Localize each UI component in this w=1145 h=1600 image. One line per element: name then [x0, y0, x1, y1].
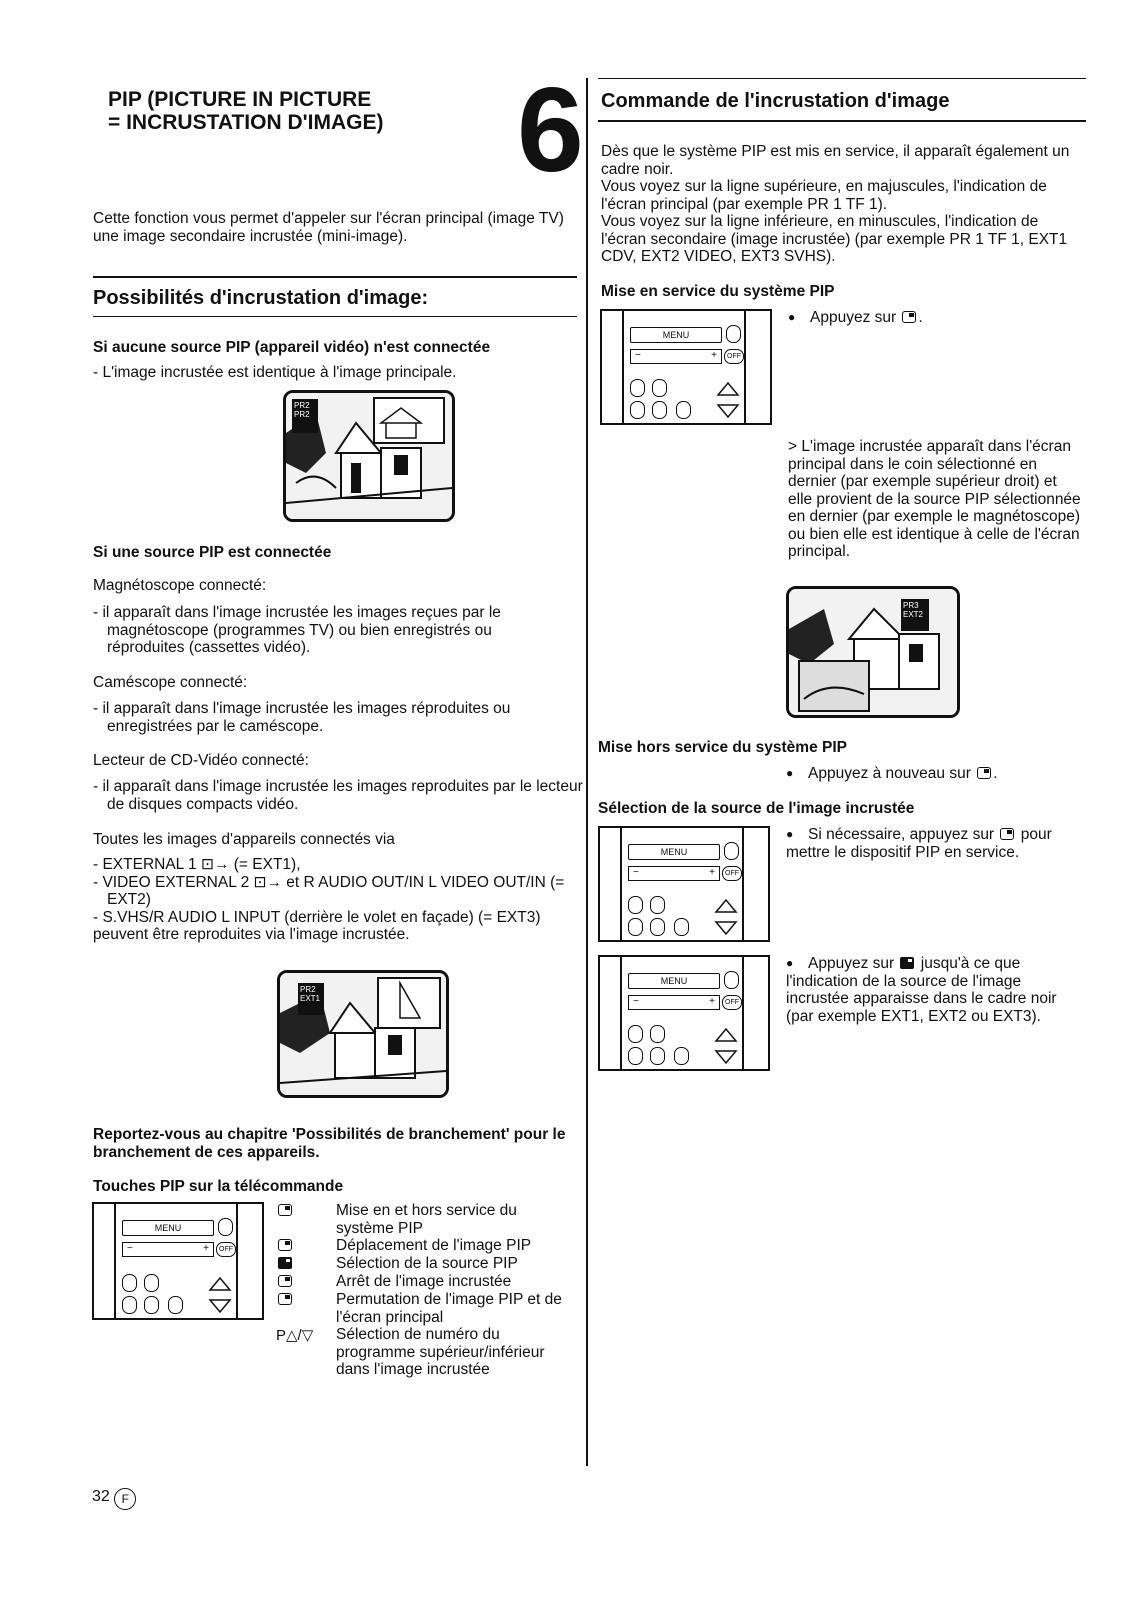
volume-bar: − +	[628, 995, 720, 1010]
round-button	[650, 918, 665, 936]
cdv-label: Lecteur de CD-Vidéo connecté:	[93, 752, 309, 769]
key-row: Arrêt de l'image incrustée	[276, 1273, 576, 1291]
connections-list	[93, 856, 573, 944]
page-title	[108, 88, 383, 134]
round-button	[630, 379, 645, 397]
program-up-down-icon	[208, 1274, 232, 1316]
pip-label: PR2 EXT1	[298, 983, 324, 1015]
left-section-title: Possibilités d'incrustation d'image:	[93, 287, 429, 309]
round-button	[630, 401, 645, 419]
pip-source-icon	[278, 1257, 292, 1269]
round-button	[628, 896, 643, 914]
on-result: > L'image incrustée apparaît dans l'écran principal dans le coin sélectionné en dernier (par exemple supérieur droit) et elle provient de la source PIP sélectionnée en dernier (par exemple le magnétoscope) ou bien elle est identique à celle de l'écran principal.	[788, 438, 1081, 560]
pip-move-button	[122, 1274, 137, 1292]
no-source-text: - L'image incrustée est identique à l'image principale.	[93, 364, 457, 381]
all-end: peuvent être reproduites via l'image incrustée.	[93, 926, 410, 943]
section-rule-bottom	[93, 316, 577, 317]
chapter-number: 6	[517, 63, 584, 197]
title-line-2: = INCRUSTATION D'IMAGE)	[108, 111, 384, 134]
tv-screen-illustration	[283, 390, 455, 522]
pip-icon	[278, 1204, 292, 1216]
round-button	[652, 379, 667, 397]
vcr-label: Magnétoscope connecté:	[93, 577, 267, 594]
key-row: Mise en et hors service du système PIP	[276, 1202, 576, 1237]
page-footer	[92, 1488, 136, 1510]
source-heading: Si une source PIP est connectée	[93, 544, 332, 561]
pip-stop-button	[144, 1296, 159, 1314]
round-button	[652, 401, 667, 419]
menu-button: MENU	[630, 327, 722, 343]
sel-heading: Sélection de la source de l'image incrustée	[598, 800, 915, 817]
menu-button: MENU	[628, 844, 720, 860]
pip-source-icon	[900, 957, 914, 969]
right-section-title: Commande de l'incrustation d'image	[601, 90, 950, 112]
house-scene	[789, 589, 957, 715]
off-bullet: ● Appuyez à nouveau sur .	[786, 765, 998, 783]
key-row: Sélection de la source PIP	[276, 1255, 576, 1273]
right-rule-bottom	[598, 120, 1086, 122]
round-button	[650, 896, 665, 914]
tv-screen-illustration	[277, 970, 449, 1098]
list-item: - S.VHS/R AUDIO L INPUT (derrière le volet en façade) (= EXT3)	[93, 908, 541, 926]
off-button: OFF	[216, 1242, 236, 1257]
pip-source-button	[122, 1296, 137, 1314]
tv-screen-illustration	[786, 586, 960, 718]
volume-bar: − +	[628, 866, 720, 881]
remote-control	[598, 955, 770, 1071]
round-button	[628, 918, 643, 936]
language-badge: F	[114, 1488, 136, 1510]
pip-icon	[977, 767, 991, 779]
cam-text: - il apparaît dans l'image incrustée les images réproduites ou enregistrées par le caméscope.	[93, 700, 511, 735]
pip-button	[726, 325, 741, 343]
off-heading: Mise hors service du système PIP	[598, 739, 847, 756]
volume-bar: − +	[122, 1242, 214, 1257]
round-button	[650, 1047, 665, 1065]
pip-swap-icon	[278, 1293, 292, 1305]
sel-bullet-2: ● Appuyez sur jusqu'à ce que l'indication de la source de l'image incrustée apparaisse dans le cadre noir (par exemple EXT1, EXT2 ou EXT3).	[786, 955, 1084, 1025]
round-button	[628, 1047, 643, 1065]
menu-button: MENU	[122, 1220, 214, 1236]
remote-control	[92, 1202, 264, 1320]
off-button: OFF	[722, 995, 742, 1010]
column-divider	[586, 78, 588, 1466]
pip-button	[218, 1218, 233, 1236]
pip-icon	[902, 311, 916, 323]
cam-label: Caméscope connecté:	[93, 674, 248, 691]
refer-text: Reportez-vous au chapitre 'Possibilités de branchement' pour le branchement de ces appareils.	[93, 1126, 566, 1161]
program-up-down-icon	[716, 379, 740, 421]
page-number: 32	[92, 1488, 110, 1505]
title-line-1: PIP (PICTURE IN PICTURE	[108, 88, 372, 111]
list-item: - VIDEO EXTERNAL 2 ⊡→ et R AUDIO OUT/IN L VIDEO OUT/IN (= EXT2)	[93, 873, 565, 908]
pip-button	[724, 842, 739, 860]
remote-control	[600, 309, 772, 425]
program-up-down-icon	[714, 896, 738, 938]
key-row: P△/▽ Sélection de numéro du programme supérieur/inférieur dans l'image incrustée	[276, 1326, 545, 1378]
menu-button: MENU	[628, 973, 720, 989]
key-row: Permutation de l'image PIP et de l'écran principal	[276, 1291, 576, 1326]
pip-icon	[1000, 828, 1014, 840]
round-button	[674, 1047, 689, 1065]
off-button: OFF	[722, 866, 742, 881]
on-bullet: ● Appuyez sur .	[788, 309, 923, 327]
round-button	[650, 1025, 665, 1043]
keys-heading: Touches PIP sur la télécommande	[93, 1178, 344, 1195]
key-row: Déplacement de l'image PIP	[276, 1237, 576, 1255]
pip-stop-icon	[278, 1275, 292, 1287]
section-rule-top	[93, 276, 577, 278]
round-button	[676, 401, 691, 419]
cdv-text: - il apparaît dans l'image incrustée les images reproduites par le lecteur de disques compacts vidéo.	[93, 778, 583, 813]
off-button: OFF	[724, 349, 744, 364]
pip-label: PR3 EXT2	[901, 599, 929, 631]
on-heading: Mise en service du système PIP	[601, 283, 835, 300]
intro-text: Cette fonction vous permet d'appeler sur l'écran principal (image TV) une image secondaire incrustée (mini-image).	[93, 210, 564, 245]
vcr-text: - il apparaît dans l'image incrustée les images reçues par le magnétoscope (programmes TV) ou bien enregistrés ou réproduites (cassettes vidéo).	[93, 604, 501, 656]
list-item: - EXTERNAL 1 ⊡→ (= EXT1),	[93, 856, 301, 873]
right-rule-top	[598, 78, 1086, 79]
right-intro: Dès que le système PIP est mis en service, il apparaît également un cadre noir. Vous voyez sur la ligne supérieure, en majuscules, l'indication de l'écran principal (par exemple PR 1 TF 1). Vous voyez sur la ligne inférieure, en minuscules, l'indication de l'écran secondaire (image incrustée) (par exemple PR 1 TF 1, EXT1 CDV, EXT2 VIDEO, EXT3 SVHS).	[601, 143, 1070, 265]
pip-label: PR2 PR2	[292, 399, 318, 433]
keys-legend	[276, 1202, 576, 1379]
all-label: Toutes les images d'appareils connectés via	[93, 831, 395, 848]
pip-freeze-button	[144, 1274, 159, 1292]
round-button	[674, 918, 689, 936]
remote-control	[598, 826, 770, 942]
sel-bullet-1: ● Si nécessaire, appuyez sur pour mettre le dispositif PIP en service.	[786, 826, 1084, 861]
no-source-heading: Si aucune source PIP (appareil vidéo) n'est connectée	[93, 339, 491, 356]
pip-move-icon	[278, 1239, 292, 1251]
round-button	[628, 1025, 643, 1043]
program-up-down-icon	[714, 1025, 738, 1067]
pip-swap-button	[168, 1296, 183, 1314]
volume-bar: − +	[630, 349, 722, 364]
pip-button	[724, 971, 739, 989]
